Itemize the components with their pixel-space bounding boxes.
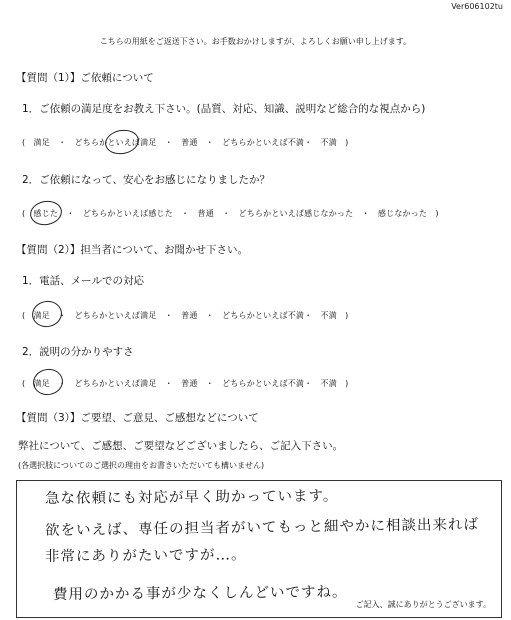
section1-heading: 【質問（1）】ご依頼について (16, 72, 154, 84)
section1-q1-text: 1．ご依頼の満足度をお教え下さい。(品質、対応、知識、説明など総合的な視点から) (22, 103, 426, 115)
section2-q1-options: ( 満足 ・ どちらかといえば満足 ・ 普通 ・ どちらかといえば不満・ 不満 ) (22, 311, 349, 320)
section1-q2-options: ( 感じた ・ どちらかといえば感じた ・ 普通 ・ どちらかといえば感じなかった ・ 感じなかった ) (22, 209, 439, 218)
section2-heading: 【質問（2）】担当者について、お聞かせ下さい。 (16, 244, 249, 256)
handwritten-line-3: 非常にありがたいですが…。 (44, 547, 247, 565)
handwritten-line-4: 費用のかかる事が少なくしんどいですね。 (52, 584, 348, 603)
section2-q2-text: 2．説明の分かりやすさ (22, 346, 134, 358)
intro-text: こちらの用紙をご返送下さい。お手数おかけしますが、よろしくお願い申し上げます。 (99, 37, 412, 46)
section1-q2-text: 2．ご依頼になって、安心をお感じになりましたか？ (22, 174, 270, 186)
section2-q2-answer-mark (31, 367, 65, 398)
section2-q1-text: 1．電話、メールでの対応 (22, 275, 144, 287)
section3-note: (各選択肢についてのご選択の理由をお書きいただいても構いません) (18, 461, 265, 470)
version-code: Ver606102tu (451, 2, 503, 11)
section2-q1-answer-mark (30, 299, 64, 330)
section3-prompt: 弊社について、ご感想、ご要望などございましたら、ご記入下さい。 (18, 440, 344, 452)
section3-heading: 【質問（3）】ご要望、ご意見、ご感想などについて (16, 412, 259, 424)
comment-box[interactable] (16, 480, 502, 618)
section2-q2-options: ( 満足 ・ どちらかといえば満足 ・ 普通 ・ どちらかといえば不満・ 不満 ) (22, 379, 349, 388)
section1-q2-answer-mark (28, 198, 64, 227)
section1-q1-answer-mark (103, 127, 141, 157)
closing-message: ご記入、誠にありがとうございます。 (355, 600, 491, 609)
handwritten-line-2: 欲をいえば、専任の担当者がいてもっと細やかに相談出来れば (44, 516, 480, 539)
section1-q1-options: ( 満足 ・ どちらかといえば満足 ・ 普通 ・ どちらかといえば不満・ 不満 ) (22, 138, 349, 147)
handwritten-line-1: 急な依頼にも対応が早く助かっています。 (44, 488, 339, 507)
